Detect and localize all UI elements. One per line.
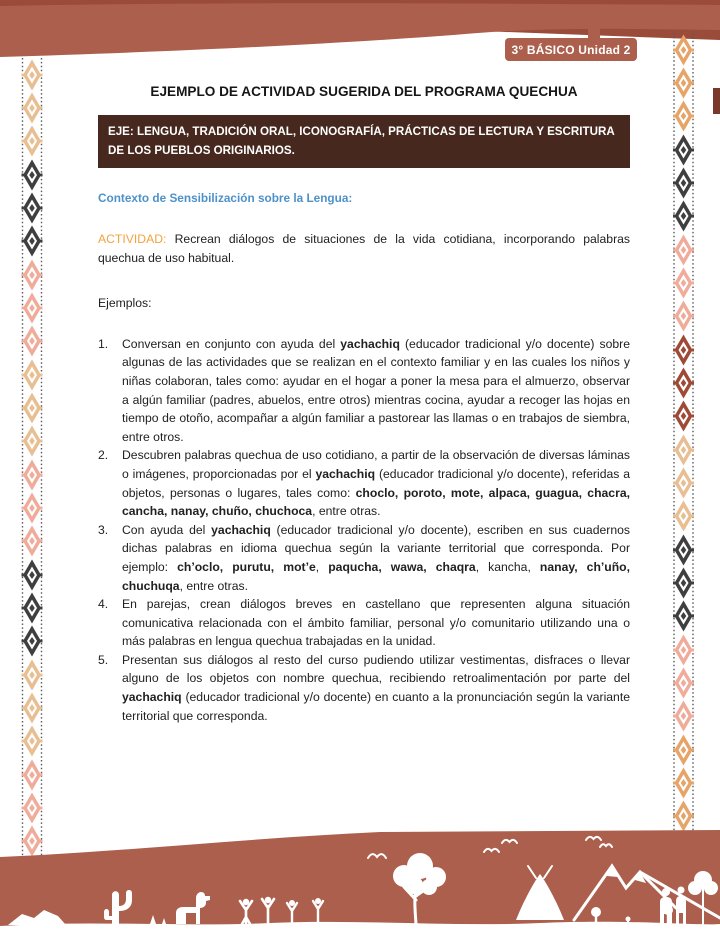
activity-label: ACTIVIDAD: xyxy=(98,232,167,246)
unit-badge xyxy=(505,38,637,61)
unit-badge-label: 3° BÁSICO Unidad 2 xyxy=(511,42,631,57)
example-item-4 xyxy=(98,595,630,651)
figure-head xyxy=(315,898,321,904)
example-item-2 xyxy=(98,446,630,520)
page-edge-tab xyxy=(713,88,720,114)
eje-banner: EJE: LENGUA, TRADICIÓN ORAL, ICONOGRAFÍA, PRÁCTICAS DE LECTURA Y ESCRITURA DE LOS PUEBLOS ORIGINARIOS. xyxy=(98,115,630,168)
tree-foliage xyxy=(688,881,702,895)
footer-illustration xyxy=(0,830,720,932)
item-text: Descubren palabras quechua de uso cotidiano, a partir de la observación de diversas láminas o imágenes, proporcionadas por el yachachiq (educador tradicional y/o docente), referidas a objetos, personas o lugares, tales como: choclo, poroto, mote, alpaca, guagua, chacra, cancha, nanay, chuño, chuchoca, entre otras. xyxy=(122,448,630,519)
example-item-5 xyxy=(98,651,630,725)
item-text: En parejas, crean diálogos breves en castellano que representen alguna situación comunicativa relacionada con el ámbito familiar, personal y/o comunitario utilizando una o más palabras en lengua quechua trabajadas en la unidad. xyxy=(122,597,630,649)
document-content xyxy=(98,84,630,725)
right-textile-border xyxy=(672,33,695,833)
activity-text: Recrean diálogos de situaciones de la vida cotidiana, incorporando palabras quechua de uso habitual. xyxy=(98,232,630,265)
figure-head xyxy=(289,900,295,906)
item-number: 4. xyxy=(98,597,109,612)
examples-heading: Ejemplos: xyxy=(98,296,152,311)
figure-head xyxy=(265,897,271,903)
item-text: Presentan sus diálogos al resto del curso pudiendo utilizar vestimentas, disfraces o llevar alguno de los objetos con nombre quechua, recibiendo retroalimentación por parte del yachachiq (educador tradicional y/o docente) en cuanto a la pronunciación según la variante territorial que corresponda. xyxy=(122,652,630,723)
example-item-1 xyxy=(98,335,630,447)
left-textile-border xyxy=(21,58,43,858)
example-item-3 xyxy=(98,521,630,595)
item-number: 1. xyxy=(98,336,109,351)
item-text: Conversan en conjunto con ayuda del yachachiq (educador tradicional y/o docente) sobre algunas de las actividades que se realizan en el contexto familiar y en las cuales los niños y niñas colaboran, tales como: ayudar en el hogar a poner la mesa para el almuerzo, observar a algún familiar (padres, abuelos, entre otros) mientras cocina, ayudar a recoger las hojas en tiempo de otoño, acompañar a algún familiar a pastorear las llamas o en trabajos de siembra, entre otros. xyxy=(122,336,630,444)
item-number: 3. xyxy=(98,522,109,537)
page-title: EJEMPLO DE ACTIVIDAD SUGERIDA DEL PROGRAMA QUECHUA xyxy=(150,84,578,99)
examples-list xyxy=(98,335,630,725)
activity-paragraph xyxy=(98,230,630,267)
item-number: 5. xyxy=(98,652,109,667)
context-heading: Contexto de Sensibilización sobre la Lengua: xyxy=(98,191,353,205)
item-text: Con ayuda del yachachiq (educador tradicional y/o docente), escriben en sus cuadernos dichas palabras en idioma quechua según la variante territorial que corresponda. Por ejemplo: ch’oclo, purutu, mot’e, paqucha, wawa, chaqra, kancha, nanay, ch’uño, chuchuqa, entre otras. xyxy=(122,522,630,593)
tree-foliage xyxy=(704,881,718,895)
figure-head xyxy=(243,899,249,905)
item-number: 2. xyxy=(98,448,109,463)
